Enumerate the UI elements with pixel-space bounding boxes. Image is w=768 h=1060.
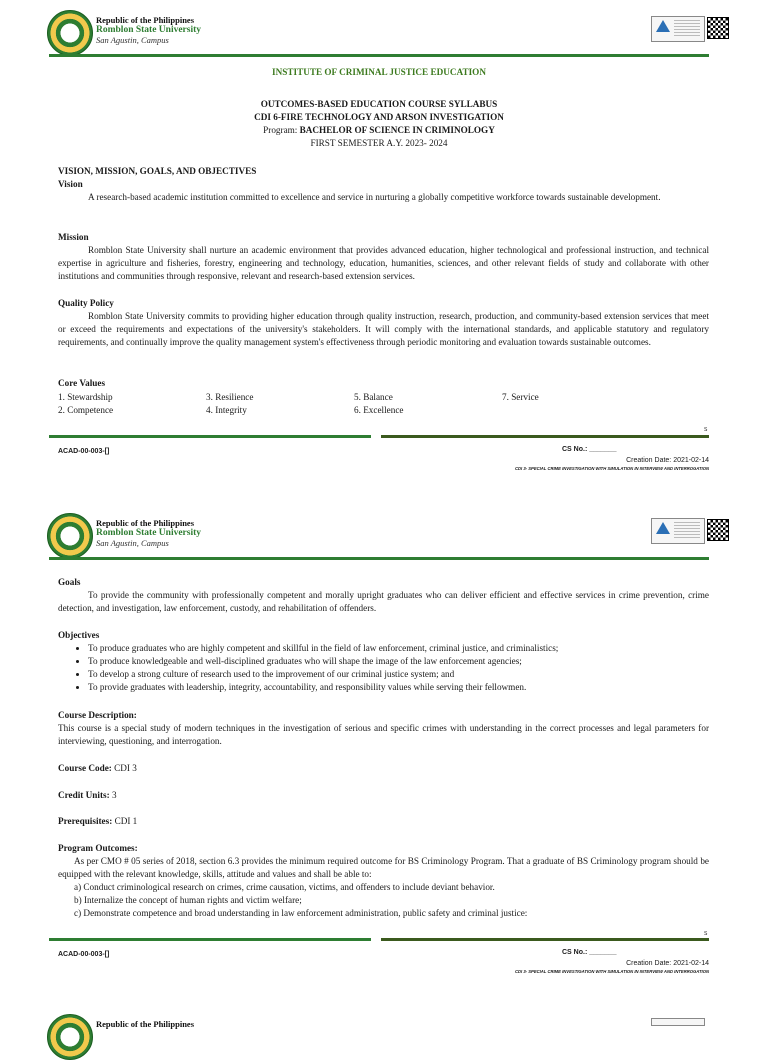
campus-name: San Agustin, Campus bbox=[96, 35, 169, 45]
program-line bbox=[49, 124, 709, 137]
mission-text: Romblon State University shall nurture an academic environment that provides advanced education, higher technological and professional instruction, and technical expertise in agriculture and fisheries, forestry, engineering and technology, education, humanities, sciences, and other relevant fields of study and collaborate with other institutions and communities through responsive, relevant and research-based extension services. bbox=[58, 245, 709, 281]
core-value: 3. Resilience bbox=[206, 391, 254, 402]
objective-item: • To produce graduates who are highly competent and skillful in the field of law enforcement, criminal justice, and criminalistics; bbox=[88, 642, 709, 655]
core-value: 5. Balance bbox=[354, 391, 393, 402]
course-note: CDI 3- SPECIAL CRIME INVESTIGATION WITH SIMULATION IN INTERVIEW AND INTERROGATION bbox=[514, 969, 709, 974]
creation-date: Creation Date: 2021-02-14 bbox=[626, 960, 709, 967]
syllabus-title: OUTCOMES-BASED EDUCATION COURSE SYLLABUS bbox=[260, 99, 498, 109]
core-value: 7. Service bbox=[502, 391, 539, 402]
outcome-item: b) Internalize the concept of human rights and victim welfare; bbox=[74, 895, 302, 905]
outcome-item: a) Conduct criminological research on crimes, crime causation, victims, and offenders to include deviant behavior. bbox=[74, 882, 495, 892]
university-seal-logo bbox=[47, 10, 93, 56]
university-seal-logo bbox=[47, 1014, 93, 1060]
republic-label: Republic of the Philippines bbox=[96, 518, 195, 528]
institute-title: INSTITUTE OF CRIMINAL JUSTICE EDUCATION bbox=[272, 67, 486, 77]
vmgo-heading: VISION, MISSION, GOALS, AND OBJECTIVES bbox=[58, 166, 257, 176]
cs-no: CS No.: _______ bbox=[562, 446, 617, 453]
prerequisites-line bbox=[58, 815, 709, 828]
course-code-line bbox=[58, 762, 709, 775]
core-value: 1. Stewardship bbox=[58, 391, 113, 402]
program-label: Program: bbox=[263, 125, 298, 135]
course-note: CDI 3- SPECIAL CRIME INVESTIGATION WITH SIMULATION IN INTERVIEW AND INTERROGATION bbox=[514, 466, 709, 471]
republic-label: Republic of the Philippines bbox=[96, 1019, 195, 1029]
core-values-table bbox=[58, 390, 658, 416]
header-text bbox=[96, 15, 201, 45]
doc-code: ACAD-00-003-[] bbox=[58, 448, 110, 455]
course-description-heading: Course Description: bbox=[58, 710, 137, 720]
quality-text: Romblon State University commits to providing higher education through quality instruction, research, production, and community-based extension services that meet or exceed the requirements and expectations of the university's stakeholders. It will comply with the international standards, and applicable statutory and regulatory requirements, and continually improve the quality management system's effectiveness through periodic monitoring and evaluation towards sustainable outcomes. bbox=[58, 311, 709, 347]
qr-code-icon bbox=[707, 17, 729, 39]
core-value bbox=[502, 403, 658, 416]
program-outcomes-heading: Program Outcomes: bbox=[58, 843, 138, 853]
objective-item: • To produce knowledgeable and well-disciplined graduates who will shape the image of the law enforcement agencies; bbox=[88, 655, 709, 668]
republic-label: Republic of the Philippines bbox=[96, 15, 195, 25]
objectives-list bbox=[58, 642, 709, 694]
creation-date: Creation Date: 2021-02-14 bbox=[626, 457, 709, 464]
footer-bar-right bbox=[381, 938, 709, 941]
course-title: CDI 6-FIRE TECHNOLOGY AND ARSON INVESTIGATION bbox=[254, 112, 504, 122]
university-name: Romblon State University bbox=[96, 528, 202, 538]
objective-item: • To provide graduates with leadership, integrity, accountability, and responsibility values while serving their fellowmen. bbox=[88, 681, 709, 694]
page-mark: S bbox=[704, 427, 708, 433]
quality-heading: Quality Policy bbox=[58, 298, 114, 308]
course-code-label: Course Code: bbox=[58, 763, 112, 773]
prerequisites-label: Prerequisites: bbox=[58, 816, 113, 826]
goals-text: To provide the community with professionally competent and morally upright graduates who can deliver efficient and effective services in crime prevention, crime detection, and investigation, law enforcement, custody, and rehabilitation of offenders. bbox=[58, 590, 709, 613]
footer-bar-left bbox=[49, 938, 371, 941]
header-text bbox=[96, 518, 201, 548]
qr-code-icon bbox=[707, 519, 729, 541]
vision-text: A research-based academic institution committed to excellence and service in nurturing a globally competitive workforce towards sustainable development. bbox=[88, 192, 661, 202]
program-outcomes-list bbox=[58, 881, 709, 920]
program-outcomes-intro: As per CMO # 05 series of 2018, section 6.3 provides the minimum required outcome for BS Criminology Program. That a graduate of BS Criminology program should be equipped with the relevant knowledge, skills, attitude and values and shall be able to: bbox=[58, 856, 709, 879]
certification-badge-icon bbox=[651, 16, 705, 42]
outcome-item: c) Demonstrate competence and broad understanding in law enforcement administration, public safety and criminal justice: bbox=[74, 908, 528, 918]
mission-heading: Mission bbox=[58, 232, 89, 242]
core-value: 2. Competence bbox=[58, 404, 114, 415]
course-description-text: This course is a special study of modern techniques in the investigation of serious and specific crimes with understanding in the correct processes and legal parameters for interviewing, questioning, and interrogation. bbox=[58, 723, 709, 746]
university-name: Romblon State University bbox=[96, 25, 202, 35]
certification-badge-icon bbox=[651, 1018, 705, 1026]
objective-item: • To develop a strong culture of research used to the improvement of our criminal justice system; and bbox=[88, 668, 709, 681]
header-divider bbox=[49, 54, 709, 57]
header-divider bbox=[49, 557, 709, 560]
header-text bbox=[96, 1019, 194, 1029]
credit-units-label: Credit Units: bbox=[58, 790, 110, 800]
core-values-heading: Core Values bbox=[58, 378, 106, 388]
program-name: BACHELOR OF SCIENCE IN CRIMINOLOGY bbox=[299, 125, 495, 135]
core-value: 4. Integrity bbox=[206, 404, 247, 415]
footer-bar-right bbox=[381, 435, 709, 438]
cs-no: CS No.: _______ bbox=[562, 949, 617, 956]
doc-code: ACAD-00-003-[] bbox=[58, 951, 110, 958]
page-mark: S bbox=[704, 931, 708, 937]
credit-units-line bbox=[58, 789, 709, 802]
prerequisites-value: CDI 1 bbox=[114, 816, 138, 826]
university-seal-logo bbox=[47, 513, 93, 559]
course-code-value: CDI 3 bbox=[114, 763, 137, 773]
certification-badge-icon bbox=[651, 518, 705, 544]
footer-bar-left bbox=[49, 435, 371, 438]
semester-line: FIRST SEMESTER A.Y. 2023- 2024 bbox=[310, 138, 448, 148]
vision-heading: Vision bbox=[58, 179, 83, 189]
core-value: 6. Excellence bbox=[354, 404, 404, 415]
campus-name: San Agustin, Campus bbox=[96, 538, 169, 548]
objectives-heading: Objectives bbox=[58, 630, 100, 640]
goals-heading: Goals bbox=[58, 577, 81, 587]
credit-units-value: 3 bbox=[111, 790, 117, 800]
